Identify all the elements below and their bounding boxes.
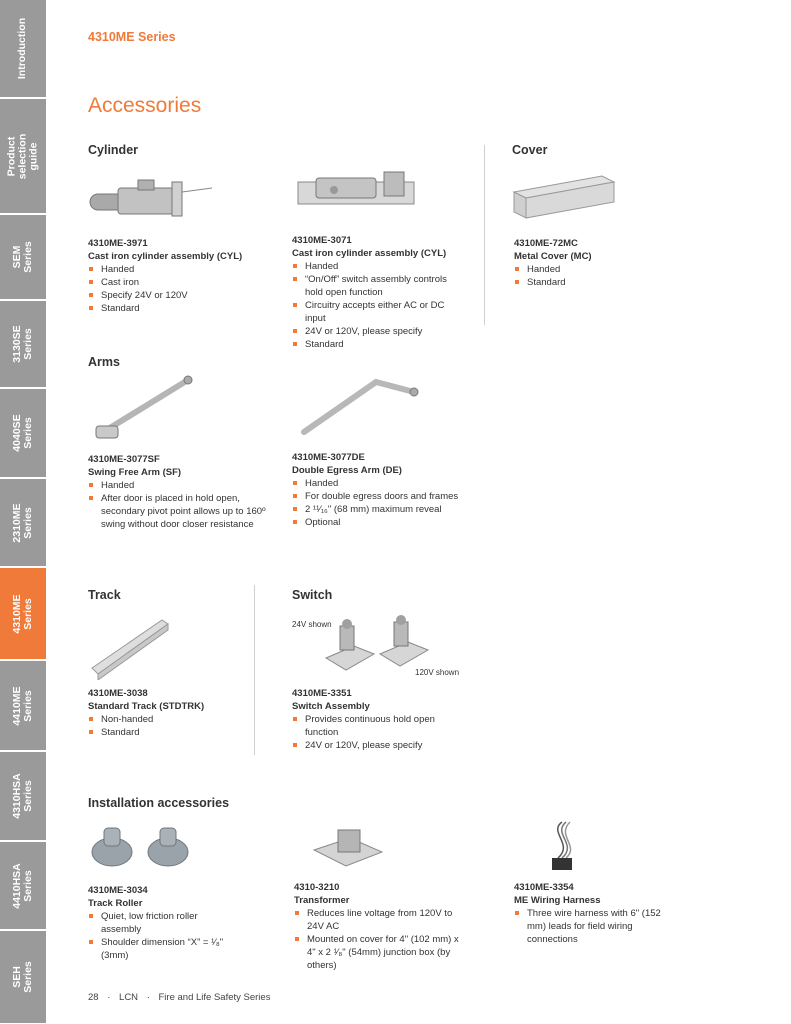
tab-label: 3130SE Series — [11, 325, 34, 363]
list-item: Standard — [292, 338, 467, 351]
tab-label: Introduction — [16, 17, 29, 80]
list-item: Specify 24V or 120V — [88, 289, 268, 302]
product-4310me-3071 — [292, 234, 467, 351]
bullet-list — [88, 263, 268, 315]
list-item: Reduces line voltage from 120V to 24V AC — [294, 907, 464, 933]
cylinder-3971-image — [88, 172, 218, 224]
list-item: Standard — [514, 276, 674, 289]
list-item: Optional — [292, 516, 477, 529]
list-item: Cast iron — [88, 276, 268, 289]
section-installation-accessories: Installation accessories — [88, 796, 230, 810]
product-name: Transformer — [294, 895, 350, 906]
list-item: For double egress doors and frames — [292, 490, 477, 503]
bullet-list — [88, 713, 248, 739]
cylinder-3071-image — [294, 162, 418, 218]
list-item: Handed — [292, 260, 467, 273]
bullet-list — [88, 910, 228, 962]
product-name: Cast iron cylinder assembly (CYL) — [292, 248, 447, 259]
page-title: Accessories — [88, 94, 202, 117]
page-footer — [88, 992, 276, 1003]
list-item: Standard — [88, 302, 268, 315]
tab-product-selection-guide[interactable] — [0, 99, 46, 214]
standard-track-image — [90, 618, 170, 680]
list-item: Circuitry accepts either AC or DC input — [292, 299, 467, 325]
swing-free-arm-image — [92, 374, 196, 444]
tab-4040se-series[interactable] — [0, 389, 46, 478]
product-4310me-3354 — [514, 881, 674, 946]
tab-label: SEM Series — [11, 241, 34, 273]
product-code: 4310-3210 — [294, 882, 340, 893]
track-roller-image — [90, 822, 192, 870]
list-item: After door is placed in hold open, secondary pivot point allows up to 160º swing without door closer resistance — [88, 492, 268, 531]
product-code: 4310ME-3354 — [514, 882, 574, 893]
section-cover: Cover — [512, 143, 548, 157]
tab-label: 4310HSA Series — [11, 773, 34, 819]
footer-brand: LCN — [119, 992, 139, 1003]
tab-introduction[interactable] — [0, 0, 46, 98]
product-code: 4310ME-3971 — [88, 238, 148, 249]
footer-separator: · — [107, 992, 111, 1003]
product-name: Standard Track (STDTRK) — [88, 701, 205, 712]
bullet-list — [292, 477, 477, 529]
bullet-list — [292, 713, 462, 752]
list-item: Handed — [514, 263, 674, 276]
tab-3130se-series[interactable] — [0, 301, 46, 388]
tab-label: 4410HSA Series — [11, 862, 34, 909]
bullet-list — [514, 907, 674, 946]
caption-120v: 120V shown — [415, 668, 460, 677]
product-name: Metal Cover (MC) — [514, 251, 592, 262]
list-item: Handed — [292, 477, 477, 490]
transformer-image — [310, 824, 386, 878]
product-code: 4310ME-3351 — [292, 688, 352, 699]
product-name: Double Egress Arm (DE) — [292, 465, 402, 476]
tab-label: 4410ME Series — [11, 685, 34, 726]
list-item: Three wire harness with 6" (152 mm) leads for field wiring connections — [514, 907, 674, 946]
list-item: “On/Off” switch assembly controls hold open function — [292, 273, 467, 299]
list-item: Non-handed — [88, 713, 248, 726]
bullet-list — [292, 260, 467, 351]
product-4310me-3971 — [88, 237, 268, 315]
list-item: Shoulder dimension “X” = ¹⁄₈" (3mm) — [88, 936, 228, 962]
product-4310me-72mc — [514, 237, 674, 289]
double-egress-arm-image — [296, 374, 420, 444]
product-name: Switch Assembly — [292, 701, 370, 712]
list-item: 24V or 120V, please specify — [292, 325, 467, 338]
product-name: ME Wiring Harness — [514, 895, 601, 906]
tab-4410me-series[interactable] — [0, 661, 46, 751]
tab-label: SEH Series — [11, 961, 34, 993]
footer-separator: · — [146, 992, 150, 1003]
product-name: Swing Free Arm (SF) — [88, 467, 182, 478]
product-4310me-3351 — [292, 687, 462, 752]
tab-4310hsa-series[interactable] — [0, 752, 46, 841]
list-item: Handed — [88, 479, 268, 492]
column-divider — [484, 145, 485, 325]
bullet-list — [294, 907, 464, 972]
tab-label: 2310ME Series — [11, 502, 34, 543]
product-code: 4310ME-3038 — [88, 688, 148, 699]
tab-label: 4310ME Series — [11, 593, 34, 634]
tab-4310me-series[interactable] — [0, 568, 46, 660]
product-code: 4310ME-72MC — [514, 238, 578, 249]
side-tab-nav — [0, 0, 46, 1024]
product-name: Track Roller — [88, 898, 143, 909]
product-4310-3210 — [294, 881, 464, 972]
tab-seh-series[interactable] — [0, 931, 46, 1024]
product-code: 4310ME-3077SF — [88, 454, 160, 465]
list-item: Mounted on cover for 4" (102 mm) x 4" x 2 ¹⁄₈" (54mm) junction box (by others) — [294, 933, 464, 972]
series-heading: 4310ME Series — [88, 30, 176, 44]
tab-label: Product selection guide — [5, 133, 40, 179]
page-number: 28 — [88, 992, 99, 1003]
section-track: Track — [88, 588, 121, 602]
product-4310me-3077de — [292, 451, 477, 529]
tab-4410hsa-series[interactable] — [0, 842, 46, 930]
product-code: 4310ME-3077DE — [292, 452, 365, 463]
list-item: 2 ¹¹⁄₁₆" (68 mm) maximum reveal — [292, 503, 477, 516]
list-item: 24V or 120V, please specify — [292, 739, 462, 752]
bullet-list — [88, 479, 268, 531]
product-4310me-3034 — [88, 884, 228, 962]
tab-sem-series[interactable] — [0, 215, 46, 300]
list-item: Standard — [88, 726, 248, 739]
product-name: Cast iron cylinder assembly (CYL) — [88, 251, 243, 262]
list-item: Provides continuous hold open function — [292, 713, 462, 739]
column-divider — [254, 585, 255, 755]
list-item: Quiet, low friction roller assembly — [88, 910, 228, 936]
section-cylinder: Cylinder — [88, 143, 139, 157]
tab-2310me-series[interactable] — [0, 479, 46, 567]
product-4310me-3038 — [88, 687, 248, 739]
wiring-harness-image — [544, 818, 580, 882]
product-code: 4310ME-3034 — [88, 885, 148, 896]
caption-24v: 24V shown — [292, 620, 332, 629]
tab-label: 4040SE Series — [11, 414, 34, 452]
footer-series: Fire and Life Safety Series — [158, 992, 271, 1003]
metal-cover-image — [510, 172, 616, 222]
section-switch: Switch — [292, 588, 333, 602]
list-item: Handed — [88, 263, 268, 276]
section-arms: Arms — [88, 355, 120, 369]
product-code: 4310ME-3071 — [292, 235, 352, 246]
product-4310me-3077sf — [88, 453, 268, 531]
bullet-list — [514, 263, 674, 289]
